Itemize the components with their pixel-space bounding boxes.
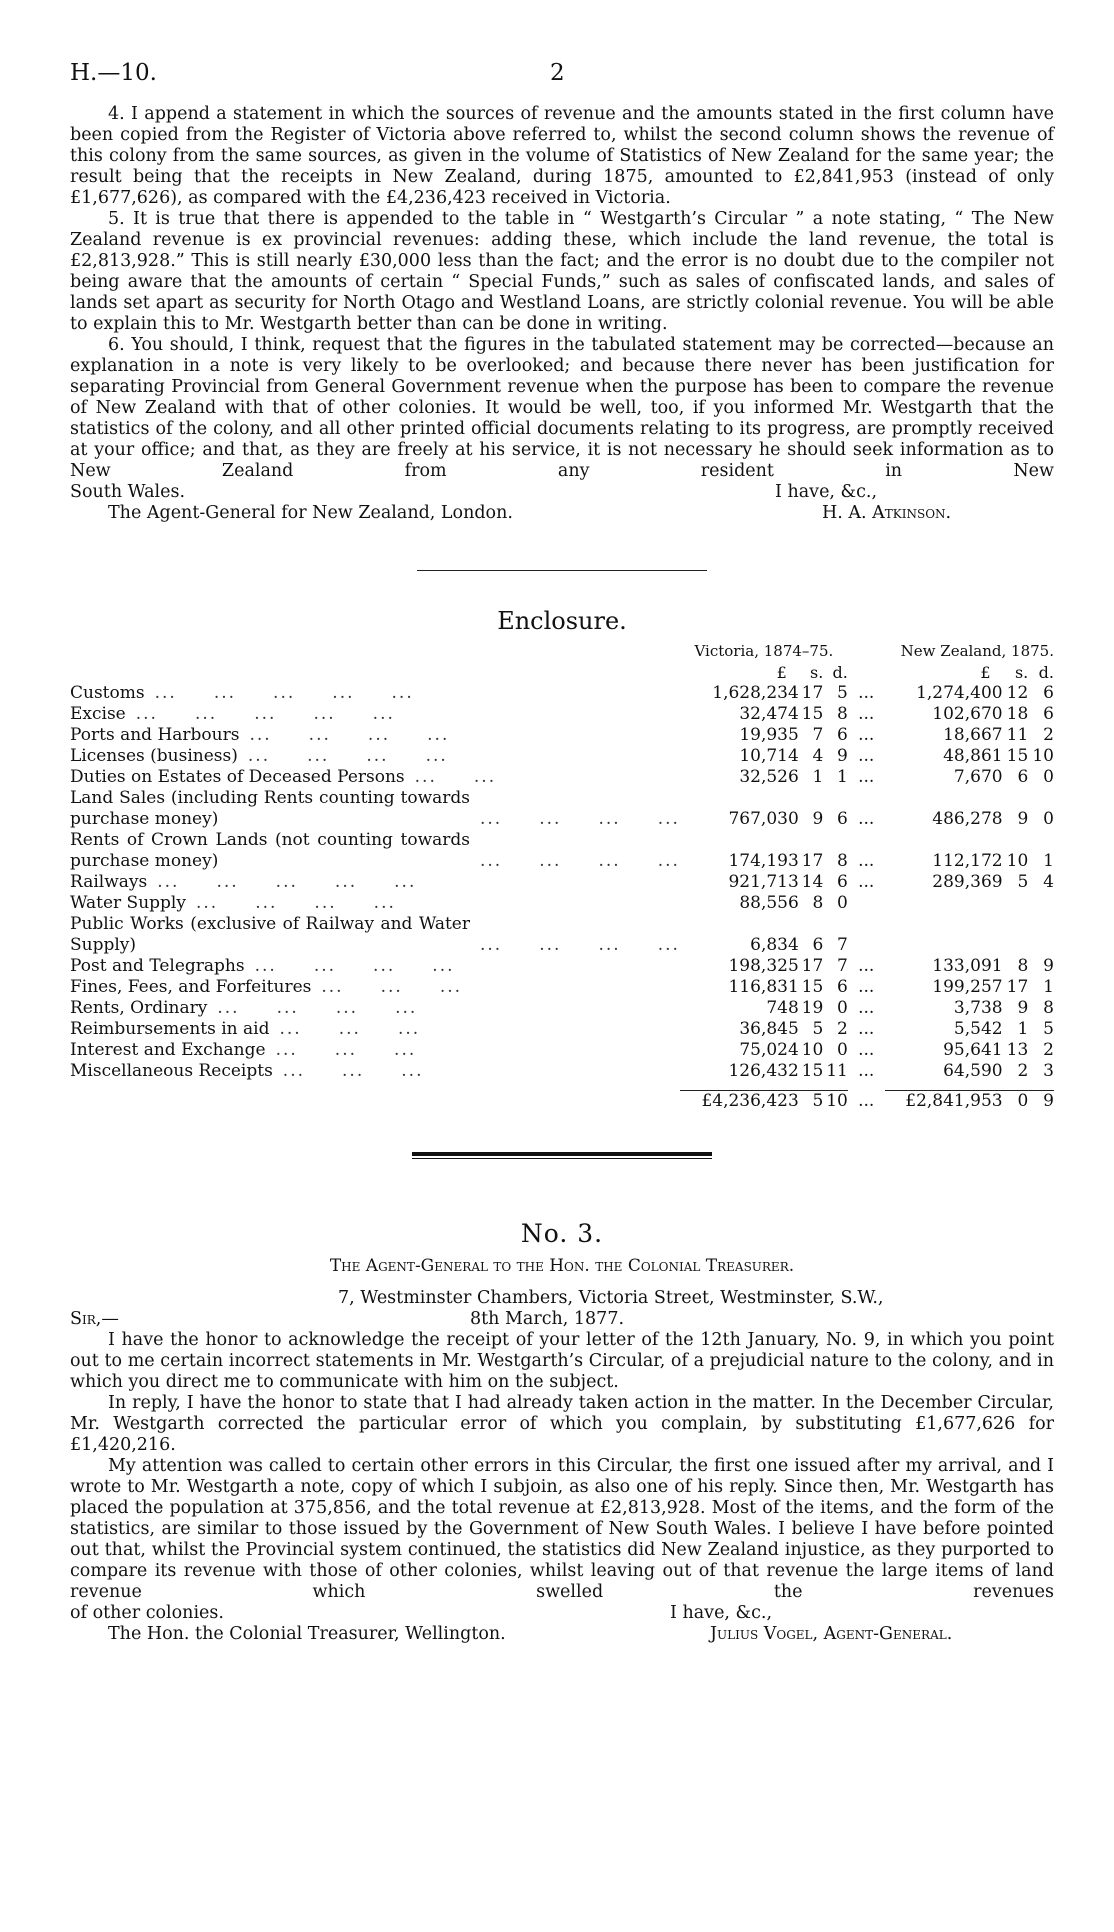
new-zealand-pounds: 133,091 xyxy=(932,956,1003,976)
no3-paragraph-2: In reply, I have the honor to state that I had already taken action in the matter. In the December Circular, Mr. Westgarth corrected the particular error of which you complain, by substituting £1,677,626 for £1,420,216. xyxy=(70,1393,1054,1455)
new-zealand-pence: 5 xyxy=(1043,1019,1054,1039)
table-row xyxy=(70,1040,1054,1061)
victoria-shillings: 5 xyxy=(812,1019,824,1039)
new-zealand-pence xyxy=(1028,893,1054,914)
page-number: 2 xyxy=(550,60,565,86)
sender-address: 7, Westminster Chambers, Victoria Street, Westminster, S.W., xyxy=(338,1288,884,1308)
no3-signature-line xyxy=(70,1624,1054,1645)
table-row xyxy=(70,998,1054,1019)
revenue-source-label: Customs xyxy=(70,683,145,703)
table-row xyxy=(70,767,1054,788)
row-label-cell xyxy=(70,893,680,914)
victoria-shillings: 1 xyxy=(812,767,824,787)
victoria-pence: 6 xyxy=(837,809,848,829)
document-page xyxy=(70,60,1054,1645)
leader-dots: ... ... ... ... xyxy=(254,956,455,976)
new-zealand-pounds: 64,590 xyxy=(943,1061,1003,1081)
leader-dots: ... ... ... ... ... xyxy=(154,683,414,703)
column-separator: ... xyxy=(858,872,875,892)
row-label-cell xyxy=(70,1040,680,1061)
new-zealand-shillings: 9 xyxy=(1017,998,1029,1018)
new-zealand-pounds: 199,257 xyxy=(932,977,1003,997)
victoria-pence: 0 xyxy=(837,893,848,913)
row-label-cell xyxy=(70,683,680,704)
leader-dots: ... ... ... ... ... xyxy=(135,704,395,724)
closing-line xyxy=(70,482,1054,503)
column-separator: ... xyxy=(858,998,875,1018)
signature: Julius Vogel, Agent-General. xyxy=(710,1624,953,1644)
table-row xyxy=(70,956,1054,977)
row-label-cell xyxy=(70,956,680,977)
new-zealand-shillings: 6 xyxy=(1017,767,1029,787)
new-zealand-pounds: 7,670 xyxy=(953,767,1003,787)
row-label-cell xyxy=(70,872,680,893)
victoria-shillings: 19 xyxy=(801,998,824,1018)
new-zealand-pence: 2 xyxy=(1043,725,1054,745)
leader-dots: ... ... ... xyxy=(282,1061,424,1081)
new-zealand-shillings: 18 xyxy=(1006,704,1029,724)
column-separator xyxy=(848,914,885,956)
victoria-pounds: 36,845 xyxy=(739,1019,799,1039)
victoria-shillings: 6 xyxy=(812,935,824,955)
victoria-pence: 1 xyxy=(837,767,848,787)
new-zealand-pounds: 95,641 xyxy=(943,1040,1003,1060)
column-separator: ... xyxy=(858,725,875,745)
column-separator: ... xyxy=(858,1040,875,1060)
closing-right: I have, &c., xyxy=(670,1603,773,1623)
new-zealand-pounds: 486,278 xyxy=(932,809,1003,829)
unit-pence: d. xyxy=(832,663,848,682)
victoria-pence: 8 xyxy=(837,851,848,871)
page-header xyxy=(70,60,1054,94)
no3-closing-line xyxy=(70,1603,1054,1624)
victoria-pence: 0 xyxy=(837,1040,848,1060)
new-zealand-pence: 6 xyxy=(1043,683,1054,703)
no3-paragraph-3: My attention was called to certain other errors in this Circular, the first one issued after my arrival, and I wrote to Mr. Westgarth a note, copy of which I subjoin, as also one of his reply. Since then, Mr. Westgarth has placed the population at 375,856, and the total revenue at £2,813,928. Most of the items, and the form of the statistics, are similar to those issued by the Government of New South Wales. I believe I have before pointed out that, whilst the Provincial system continued, the statistics did New Zealand injustice, as they purported to compare its revenue with those of other colonies, whilst leaving out of that revenue the large items of land revenue which swelled the revenues xyxy=(70,1456,1054,1602)
victoria-pounds: 767,030 xyxy=(728,809,799,829)
revenue-source-label: Duties on Estates of Deceased Persons xyxy=(70,767,405,787)
new-zealand-shillings: 17 xyxy=(1006,977,1029,997)
column-separator: ... xyxy=(858,809,875,829)
row-label-cell xyxy=(70,725,680,746)
victoria-pounds: 19,935 xyxy=(739,725,799,745)
paragraph-6: 6. You should, I think, request that the figures in the tabulated statement may be corrected—because an explanation in a note is very likely to be overlooked; and because there never has been justification for separating Provincial from General Government revenue when the purpose has been to compare the revenue of New Zealand with that of other colonies. It would be well, too, if you informed Mr. Westgarth that the statistics of the colony, and all other printed official documents relating to its progress, are promptly received at your office; and that, as they are freely at his service, it is not necessary he should seek information as to New Zealand from any resident in New xyxy=(70,335,1054,481)
row-label-cell xyxy=(70,788,680,830)
salutation: Sir,— xyxy=(70,1309,119,1329)
new-zealand-pounds: 102,670 xyxy=(932,704,1003,724)
victoria-pence: 6 xyxy=(837,872,848,892)
victoria-pence: 5 xyxy=(837,683,848,703)
victoria-shillings: 14 xyxy=(801,872,824,892)
leader-dots: ... ... ... ... xyxy=(480,809,680,829)
paragraph-5: 5. It is true that there is appended to the table in “ Westgarth’s Circular ” a note stating, “ The New Zealand revenue is ex provincial revenues: adding these, which include the land revenue, the total is £2,813,928.” This is still nearly £30,000 less than the fact; and the error is no doubt due to the compiler not being aware that the amounts of certain “ Special Funds,” such as sales of confiscated lands, and sales of lands set apart as security for North Otago and Westland Loans, are strictly colonial revenue. You will be able to explain this to Mr. Westgarth better than can be done in writing. xyxy=(70,209,1054,334)
revenue-source-label: Post and Telegraphs xyxy=(70,956,245,976)
new-zealand-pence: 1 xyxy=(1043,851,1054,871)
revenue-table xyxy=(70,641,1054,1112)
new-zealand-pounds: 289,369 xyxy=(932,872,1003,892)
new-zealand-shillings xyxy=(1003,893,1029,914)
table-row xyxy=(70,1019,1054,1040)
letter-subtitle: The Agent-General to the Hon. the Colonial Treasurer. xyxy=(329,1256,795,1276)
victoria-pounds: 32,526 xyxy=(739,767,799,787)
section-divider-thick xyxy=(412,1152,712,1156)
new-zealand-pence: 1 xyxy=(1043,977,1054,997)
victoria-pounds: 88,556 xyxy=(739,893,799,913)
new-zealand-pence: 0 xyxy=(1043,767,1054,787)
revenue-source-label: Miscellaneous Receipts xyxy=(70,1061,273,1081)
column-separator: ... xyxy=(858,956,875,976)
letter-no3-body xyxy=(70,1330,1054,1645)
column-header-row xyxy=(70,641,1054,662)
section-divider-thin xyxy=(412,1158,712,1159)
column-separator: ... xyxy=(858,1019,875,1039)
victoria-total-pence: 10 xyxy=(826,1091,848,1111)
row-label-cell xyxy=(70,767,680,788)
revenue-source-label: Rents of Crown Lands (not counting towards purchase money) xyxy=(70,830,470,871)
addressee: The Hon. the Colonial Treasurer, Wellington. xyxy=(108,1624,506,1644)
new-zealand-pence: 6 xyxy=(1043,704,1054,724)
revenue-source-label: Licenses (business) xyxy=(70,746,238,766)
table-row xyxy=(70,788,1054,830)
new-zealand-pence: 10 xyxy=(1032,746,1054,766)
revenue-source-label: Ports and Harbours xyxy=(70,725,240,745)
new-zealand-shillings: 13 xyxy=(1006,1040,1029,1060)
revenue-source-label: Public Works (exclusive of Railway and Water Supply) xyxy=(70,914,470,955)
victoria-pounds: 10,714 xyxy=(739,746,799,766)
column-separator: ... xyxy=(858,851,875,871)
victoria-shillings: 8 xyxy=(812,893,824,913)
row-label-cell xyxy=(70,998,680,1019)
new-zealand-shillings: 1 xyxy=(1017,1019,1029,1039)
table-row xyxy=(70,893,1054,914)
document-reference: H.—10. xyxy=(70,60,157,86)
victoria-shillings: 15 xyxy=(801,704,824,724)
revenue-source-label: Reimbursements in aid xyxy=(70,1019,270,1039)
new-zealand-pence: 3 xyxy=(1043,1061,1054,1081)
leader-dots: ... ... ... ... ... xyxy=(157,872,417,892)
unit-pound: £ xyxy=(776,663,787,682)
closing-right: I have, &c., xyxy=(775,482,878,502)
new-zealand-shillings xyxy=(1003,914,1029,956)
new-zealand-shillings: 12 xyxy=(1006,683,1029,703)
victoria-shillings: 10 xyxy=(801,1040,824,1060)
new-zealand-pounds xyxy=(885,893,1003,914)
row-label-cell xyxy=(70,704,680,725)
row-label-cell xyxy=(70,1061,680,1082)
unit-shillings: s. xyxy=(810,663,824,682)
column-separator: ... xyxy=(858,746,875,766)
leader-dots: ... ... ... ... xyxy=(480,935,680,955)
revenue-source-label: Railways xyxy=(70,872,148,892)
victoria-pounds: 116,831 xyxy=(728,977,799,997)
revenue-source-label: Water Supply xyxy=(70,893,186,913)
unit-pound: £ xyxy=(980,663,991,682)
leader-dots: ... ... ... xyxy=(321,977,463,997)
victoria-total-shillings: 5 xyxy=(812,1091,824,1111)
document-number-title: No. 3. xyxy=(520,1219,604,1248)
row-label-cell xyxy=(70,1019,680,1040)
victoria-pence: 6 xyxy=(837,725,848,745)
leader-dots: ... ... ... xyxy=(279,1019,421,1039)
revenue-source-label: Fines, Fees, and Forfeitures xyxy=(70,977,312,997)
revenue-source-label: Land Sales (including Rents counting towards purchase money) xyxy=(70,788,470,829)
new-zealand-pounds: 48,861 xyxy=(943,746,1003,766)
revenue-source-label: Interest and Exchange xyxy=(70,1040,266,1060)
new-zealand-shillings: 10 xyxy=(1006,851,1029,871)
victoria-shillings: 7 xyxy=(812,725,824,745)
table-row xyxy=(70,830,1054,872)
victoria-shillings: 17 xyxy=(801,851,824,871)
letter-address-block xyxy=(70,1288,1054,1330)
signature: H. A. Atkinson. xyxy=(822,503,952,523)
column-separator xyxy=(848,893,885,914)
victoria-pounds: 921,713 xyxy=(728,872,799,892)
total-row xyxy=(70,1091,1054,1113)
enclosure-title: Enclosure. xyxy=(497,607,627,635)
leader-dots: ... ... xyxy=(414,767,497,787)
new-zealand-pence: 2 xyxy=(1043,1040,1054,1060)
leader-dots: ... ... ... ... xyxy=(480,851,680,871)
victoria-pounds: 126,432 xyxy=(728,1061,799,1081)
new-zealand-shillings: 8 xyxy=(1017,956,1029,976)
total-rule-row xyxy=(70,1082,1054,1091)
column-separator: ... xyxy=(858,683,875,703)
victoria-column-header: Victoria, 1874–75. xyxy=(694,642,834,660)
signature-line xyxy=(70,503,1054,524)
total-label-cell xyxy=(70,1091,680,1113)
new-zealand-pence: 9 xyxy=(1043,956,1054,976)
victoria-pence: 0 xyxy=(837,998,848,1018)
row-label-cell xyxy=(70,914,680,956)
revenue-source-label: Excise xyxy=(70,704,126,724)
unit-header-row xyxy=(70,662,1054,683)
victoria-pence: 6 xyxy=(837,977,848,997)
victoria-pence: 2 xyxy=(837,1019,848,1039)
new-zealand-shillings: 2 xyxy=(1017,1061,1029,1081)
victoria-pence: 7 xyxy=(837,935,848,955)
victoria-pounds: 75,024 xyxy=(739,1040,799,1060)
table-row xyxy=(70,746,1054,767)
new-zealand-pounds: 1,274,400 xyxy=(916,683,1003,703)
column-separator: ... xyxy=(858,977,875,997)
addressee: The Agent-General for New Zealand, London. xyxy=(108,503,513,523)
table-row xyxy=(70,683,1054,704)
row-label-cell xyxy=(70,830,680,872)
new-zealand-pounds: 112,172 xyxy=(932,851,1003,871)
leader-dots: ... ... ... ... xyxy=(217,998,418,1018)
unit-shillings: s. xyxy=(1014,663,1029,682)
table-row xyxy=(70,725,1054,746)
new-zealand-column-header: New Zealand, 1875. xyxy=(900,642,1054,660)
revenue-source-label: Rents, Ordinary xyxy=(70,998,208,1018)
victoria-shillings: 15 xyxy=(801,1061,824,1081)
table-row xyxy=(70,977,1054,998)
victoria-pence: 9 xyxy=(837,746,848,766)
leader-dots: ... ... ... ... xyxy=(195,893,396,913)
victoria-shillings: 4 xyxy=(812,746,824,766)
section-divider xyxy=(417,570,707,571)
row-label-cell xyxy=(70,977,680,998)
letter-date: 8th March, 1877. xyxy=(470,1309,625,1329)
leader-dots: ... ... ... xyxy=(275,1040,417,1060)
new-zealand-shillings: 11 xyxy=(1006,725,1029,745)
victoria-pounds: 32,474 xyxy=(739,704,799,724)
new-zealand-total-pence: 9 xyxy=(1043,1091,1054,1111)
unit-pence: d. xyxy=(1038,663,1054,682)
victoria-pounds: 198,325 xyxy=(728,956,799,976)
new-zealand-shillings: 15 xyxy=(1006,746,1029,766)
closing-left: of other colonies. xyxy=(70,1603,224,1623)
table-row xyxy=(70,872,1054,893)
new-zealand-pence: 0 xyxy=(1043,809,1054,829)
victoria-shillings: 17 xyxy=(801,683,824,703)
new-zealand-pence xyxy=(1028,914,1054,956)
new-zealand-pounds: 5,542 xyxy=(953,1019,1003,1039)
table-row xyxy=(70,704,1054,725)
victoria-shillings: 15 xyxy=(801,977,824,997)
leader-dots: ... ... ... ... xyxy=(249,725,450,745)
column-separator: ... xyxy=(858,1061,875,1081)
letter-one xyxy=(70,104,1054,524)
victoria-pence: 11 xyxy=(826,1061,848,1081)
victoria-pence: 7 xyxy=(837,956,848,976)
victoria-shillings: 9 xyxy=(812,809,824,829)
table-row xyxy=(70,1061,1054,1082)
table-row xyxy=(70,914,1054,956)
new-zealand-pounds xyxy=(885,914,1003,956)
victoria-pence: 8 xyxy=(837,704,848,724)
paragraph-4: 4. I append a statement in which the sources of revenue and the amounts stated in the first column have been copied from the Register of Victoria above referred to, whilst the second column shows the revenue of this colony from the same sources, as given in the volume of Statistics of New Zealand for the same year; the result being that the receipts in New Zealand, during 1875, amounted to £2,841,953 (instead of only £1,677,626), as compared with the £4,236,423 received in Victoria. xyxy=(70,104,1054,208)
victoria-shillings: 17 xyxy=(801,956,824,976)
victoria-pounds: 6,834 xyxy=(750,935,799,955)
column-separator: ... xyxy=(858,704,875,724)
victoria-total-pounds: £4,236,423 xyxy=(701,1091,799,1111)
new-zealand-pence: 4 xyxy=(1043,872,1054,892)
column-separator: ... xyxy=(858,1091,875,1111)
closing-left: South Wales. xyxy=(70,482,186,502)
new-zealand-pounds: 18,667 xyxy=(943,725,1003,745)
new-zealand-pence: 8 xyxy=(1043,998,1054,1018)
victoria-pounds: 748 xyxy=(766,998,799,1018)
new-zealand-total-pounds: £2,841,953 xyxy=(905,1091,1003,1111)
no3-paragraph-1: I have the honor to acknowledge the receipt of your letter of the 12th January, No. 9, in which you point out to me certain incorrect statements in Mr. Westgarth’s Circular, of a prejudicial nature to the colony, and in which you direct me to communicate with him on the subject. xyxy=(70,1330,1054,1392)
new-zealand-shillings: 9 xyxy=(1017,809,1029,829)
leader-dots: ... ... ... ... xyxy=(247,746,448,766)
victoria-pounds: 174,193 xyxy=(728,851,799,871)
new-zealand-shillings: 5 xyxy=(1017,872,1029,892)
victoria-pounds: 1,628,234 xyxy=(712,683,799,703)
new-zealand-total-shillings: 0 xyxy=(1017,1091,1029,1111)
row-label-cell xyxy=(70,746,680,767)
new-zealand-pounds: 3,738 xyxy=(953,998,1003,1018)
column-separator: ... xyxy=(858,767,875,787)
